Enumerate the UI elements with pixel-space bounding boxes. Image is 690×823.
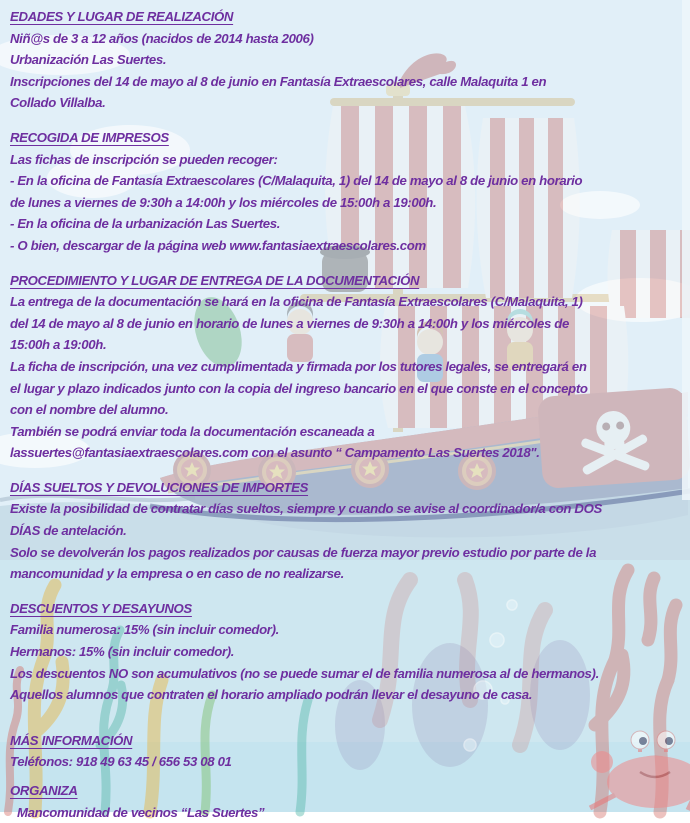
text-line: Las fichas de inscripción se pueden recoger: <box>10 149 688 171</box>
section-edades <box>10 6 688 114</box>
text-line: con el nombre del alumno. <box>10 399 688 421</box>
section-recogida <box>10 127 688 257</box>
section-heading: RECOGIDA DE IMPRESOS <box>10 127 688 149</box>
section-heading: ORGANIZA <box>10 780 688 802</box>
text-line: el lugar y plazo indicados junto con la copia del ingreso bancario en el que conste en el concepto <box>10 378 688 400</box>
section-heading: PROCEDIMIENTO Y LUGAR DE ENTREGA DE LA DOCUMENTACIÓN <box>10 270 688 292</box>
organizer-name: Mancomunidad de vecinos “Las Suertes” <box>10 802 688 823</box>
section-heading: DÍAS SUELTOS Y DEVOLUCIONES DE IMPORTES <box>10 477 688 499</box>
section-descuentos <box>10 598 688 706</box>
text-line: Collado Villalba. <box>10 92 688 114</box>
text-line: La entrega de la documentación se hará en la oficina de Fantasía Extraescolares (C/Malaquita, 1) <box>10 291 688 313</box>
text-line: Inscripciones del 14 de mayo al 8 de junio en Fantasía Extraescolares, calle Malaquita 1 en <box>10 71 688 93</box>
text-line email-address: lassuertes@fantasiaextraescolares.com con el asunto “ Campamento Las Suertes 2018". <box>10 442 688 464</box>
text-line: Urbanización Las Suertes. <box>10 49 688 71</box>
text-line: de lunes a viernes de 9:30h a 14:00h y los miércoles de 15:00h a 19:00h. <box>10 192 688 214</box>
section-heading: MÁS INFORMACIÓN <box>10 730 688 752</box>
section-heading: EDADES Y LUGAR DE REALIZACIÓN <box>10 6 688 28</box>
text-line: También se podrá enviar toda la documentación escaneada a <box>10 421 688 443</box>
text-line: Solo se devolverán los pagos realizados por causas de fuerza mayor previo estudio por parte de la <box>10 542 688 564</box>
text-line: Existe la posibilidad de contratar días sueltos, siempre y cuando se avise al coordinador/a con DOS <box>10 498 688 520</box>
text-line: del 14 de mayo al 8 de junio en horario de lunes a viernes de 9:30h a 14:00h y los miércoles de <box>10 313 688 335</box>
text-line: mancomunidad y la empresa o en caso de no realizarse. <box>10 563 688 585</box>
text-line website-url: - O bien, descargar de la página web www.fantasiaextraescolares.com <box>10 235 688 257</box>
section-procedimiento <box>10 270 688 464</box>
text-line: Hermanos: 15% (sin incluir comedor). <box>10 641 688 663</box>
text-line: La ficha de inscripción, una vez cumplimentada y firmada por los tutores legales, se entregará en <box>10 356 688 378</box>
text-line: Los descuentos NO son acumulativos (no se puede sumar el de familia numerosa al de hermanos). <box>10 663 688 685</box>
section-dias-sueltos <box>10 477 688 585</box>
text-line: Niñ@s de 3 a 12 años (nacidos de 2014 hasta 2006) <box>10 28 688 50</box>
text-line: - En la oficina de Fantasía Extraescolares (C/Malaquita, 1) del 14 de mayo al 8 de junio en horario <box>10 170 688 192</box>
section-organiza <box>10 780 688 823</box>
flyer-content <box>10 2 688 823</box>
text-line: 15:00h a 19:00h. <box>10 334 688 356</box>
section-mas-informacion <box>10 730 688 773</box>
text-line: - En la oficina de la urbanización Las Suertes. <box>10 213 688 235</box>
section-heading: DESCUENTOS Y DESAYUNOS <box>10 598 688 620</box>
text-line: Aquellos alumnos que contraten el horario ampliado podrán llevar el desayuno de casa. <box>10 684 688 706</box>
phone-numbers: Teléfonos: 918 49 63 45 / 656 53 08 01 <box>10 751 688 773</box>
text-line: DÍAS de antelación. <box>10 520 688 542</box>
text-line: Familia numerosa: 15% (sin incluir comedor). <box>10 619 688 641</box>
